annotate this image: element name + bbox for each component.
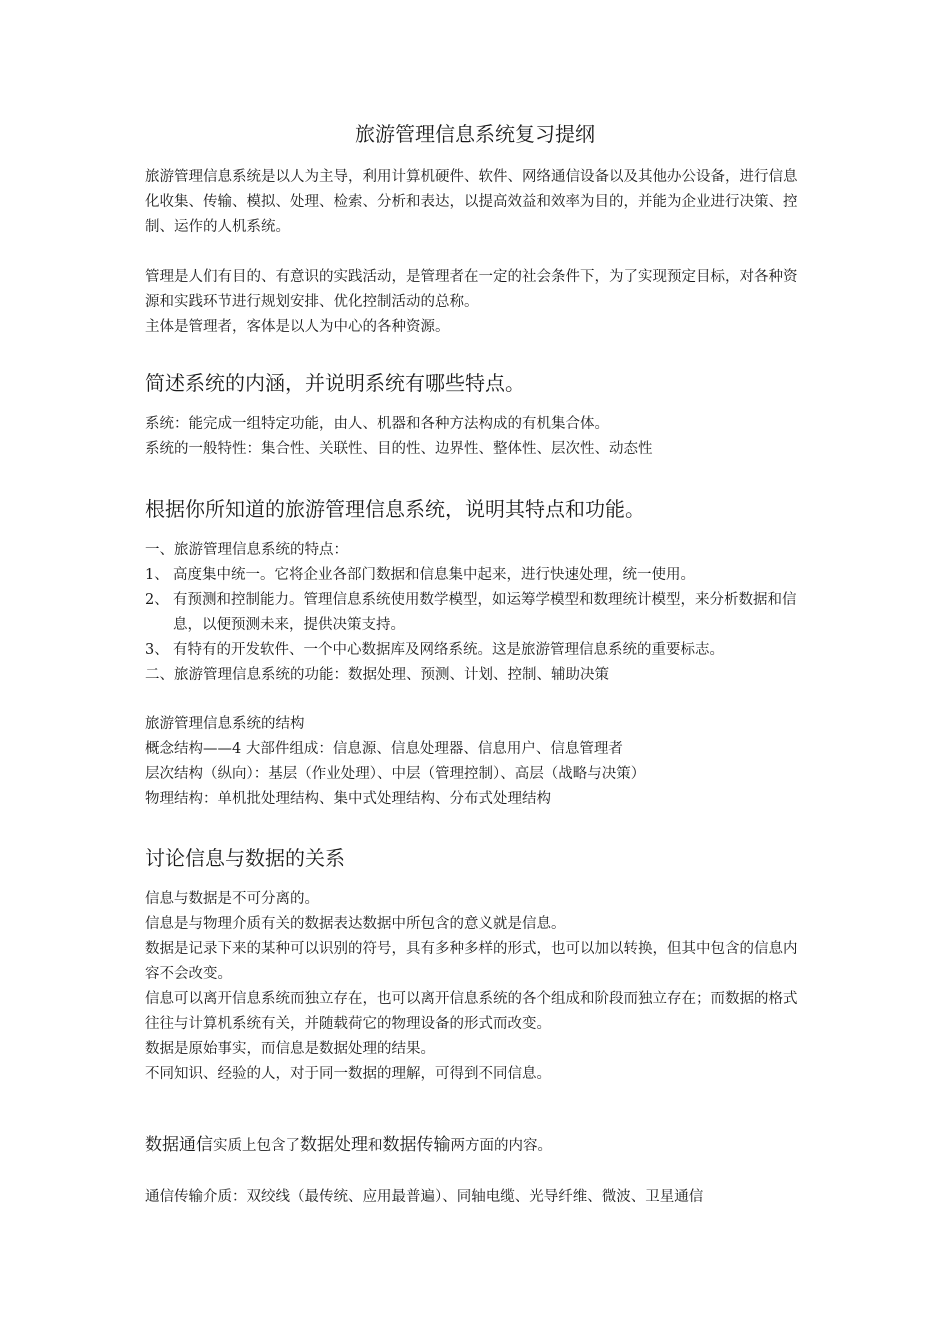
list-number: 2、 xyxy=(145,592,169,608)
text-fragment: 实质上包含了 xyxy=(213,1138,300,1154)
section-heading: 简述系统的内涵，并说明系统有哪些特点。 xyxy=(145,371,525,395)
term-data-transmission: 数据传输 xyxy=(382,1135,451,1155)
data-comm-line xyxy=(145,1133,810,1159)
structure-section xyxy=(145,712,810,812)
system-definition: 系统：能完成一组特定功能，由人、机器和各种方法构成的有机集合体。 xyxy=(145,416,609,432)
text-fragment: 和 xyxy=(368,1138,383,1154)
structure-line: 物理结构：单机批处理结构、集中式处理结构、分布式处理结构 xyxy=(145,791,551,807)
list-number: 1、 xyxy=(145,567,169,583)
system-section xyxy=(145,368,810,398)
tmis-section xyxy=(145,494,810,524)
info-data-section xyxy=(145,843,810,873)
management-definition: 管理是人们有目的、有意识的实践活动，是管理者在一定的社会条件下，为了实现预定目标，对各种资源和实践环节进行规划安排、优化控制活动的总称。 xyxy=(145,269,798,310)
term-data-comm: 数据通信 xyxy=(145,1135,213,1155)
list-number: 3、 xyxy=(145,642,169,658)
structure-title: 旅游管理信息系统的结构 xyxy=(145,716,305,732)
functions-line: 二、旅游管理信息系统的功能：数据处理、预测、计划、控制、辅助决策 xyxy=(145,667,609,683)
management-section xyxy=(145,265,810,340)
section-heading: 根据你所知道的旅游管理信息系统，说明其特点和功能。 xyxy=(145,497,645,521)
body-line: 数据是记录下来的某种可以识别的符号，具有多种多样的形式，也可以加以转换，但其中包含的信息内容不会改变。 xyxy=(145,941,798,982)
management-subject: 主体是管理者，客体是以人为中心的各种资源。 xyxy=(145,319,450,335)
system-properties: 系统的一般特性：集合性、关联性、目的性、边界性、整体性、层次性、动态性 xyxy=(145,441,653,457)
intro-paragraph: 旅游管理信息系统是以人为主导，利用计算机硬件、软件、网络通信设备以及其他办公设备，进行信息化收集、传输、模拟、处理、检索、分析和表达，以提高效益和效率为目的，并能为企业进行决策、控制、运作的人机系统。 xyxy=(145,169,798,235)
structure-line: 层次结构（纵向）：基层（作业处理）、中层（管理控制）、高层（战略与决策） xyxy=(145,766,646,782)
intro-section xyxy=(145,165,810,240)
text-fragment: 两方面的内容。 xyxy=(450,1138,552,1154)
body-line: 不同知识、经验的人，对于同一数据的理解，可得到不同信息。 xyxy=(145,1066,551,1082)
body-line: 信息可以离开信息系统而独立存在，也可以离开信息系统的各个组成和阶段而独立存在；而数据的格式往往与计算机系统有关，并随载荷它的物理设备的形式而改变。 xyxy=(145,991,798,1032)
features-subheading: 一、旅游管理信息系统的特点： xyxy=(145,542,348,558)
tmis-body xyxy=(145,538,810,688)
term-data-processing: 数据处理 xyxy=(300,1135,368,1155)
list-text: 有特有的开发软件、一个中心数据库及网络系统。这是旅游管理信息系统的重要标志。 xyxy=(173,642,724,658)
list-text: 有预测和控制能力。管理信息系统使用数学模型，如运筹学模型和数理统计模型，来分析数据和信息，以便预测未来，提供决策支持。 xyxy=(173,592,797,633)
document-title: 旅游管理信息系统复习提纲 xyxy=(355,122,595,146)
list-item xyxy=(145,588,810,638)
section-heading: 讨论信息与数据的关系 xyxy=(145,846,345,870)
data-comm-section xyxy=(145,1133,810,1159)
structure-line: 概念结构——4 大部件组成：信息源、信息处理器、信息用户、信息管理者 xyxy=(145,741,623,757)
list-text: 高度集中统一。它将企业各部门数据和信息集中起来，进行快速处理，统一使用。 xyxy=(173,567,695,583)
system-body xyxy=(145,412,810,462)
media-line: 通信传输介质：双绞线（最传统、应用最普遍）、同轴电缆、光导纤维、微波、卫星通信 xyxy=(145,1189,704,1205)
media-section xyxy=(145,1185,810,1210)
body-line: 信息是与物理介质有关的数据表达数据中所包含的意义就是信息。 xyxy=(145,916,566,932)
body-line: 数据是原始事实，而信息是数据处理的结果。 xyxy=(145,1041,435,1057)
info-data-body xyxy=(145,887,810,1087)
body-line: 信息与数据是不可分离的。 xyxy=(145,891,319,907)
list-item xyxy=(145,563,810,588)
list-item xyxy=(145,638,810,663)
